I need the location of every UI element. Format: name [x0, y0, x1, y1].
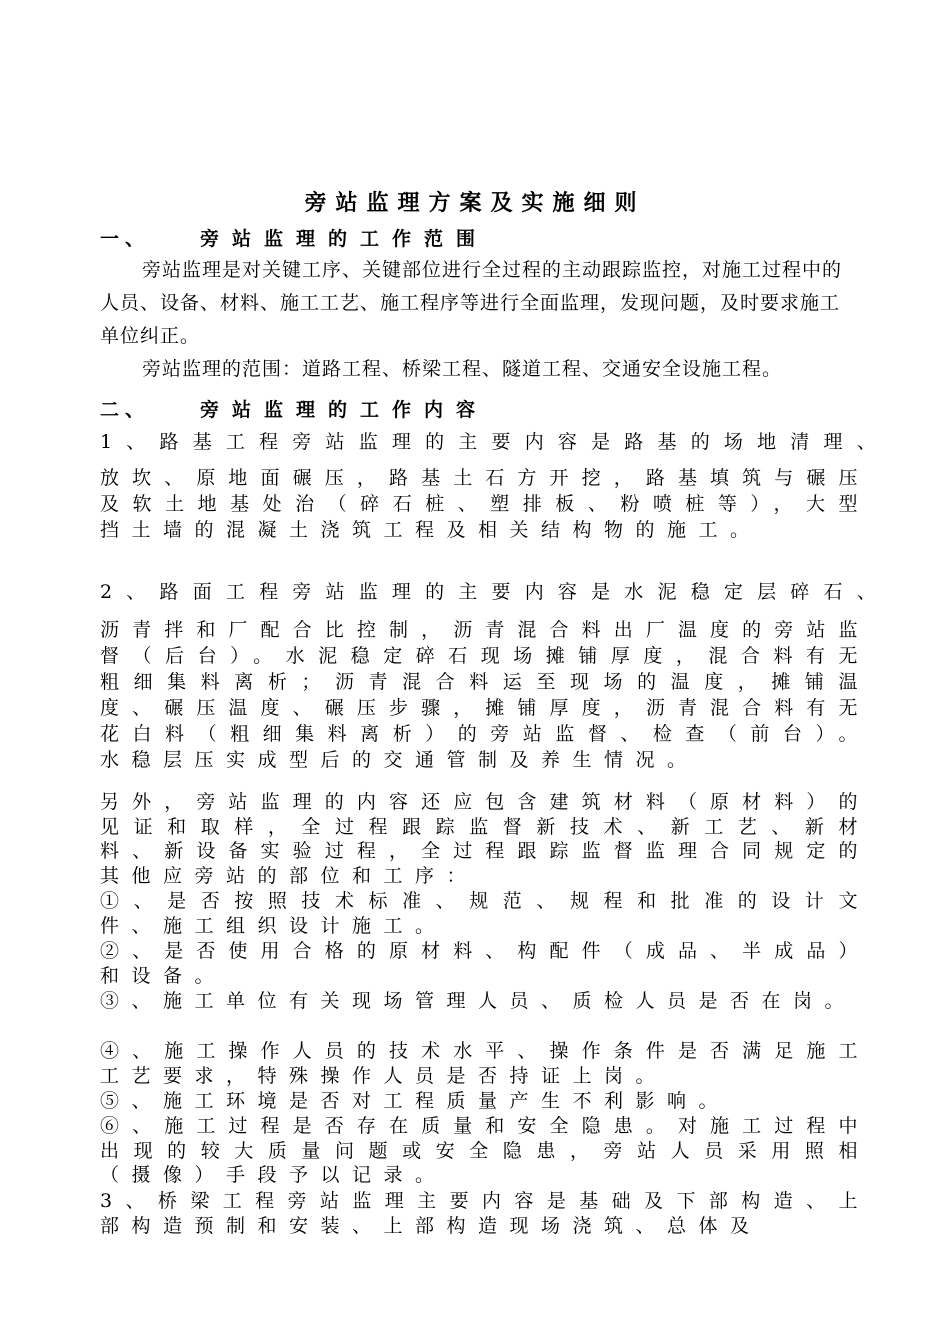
document-title: 旁站监理方案及实施细则 — [304, 191, 646, 216]
section-title: 旁站监理的工作范围 — [200, 228, 489, 250]
paragraph-additional-scope: 另外，旁站监理的内容还应包含建筑材料（原材料）的见证和取样，全过程跟踪监督新技术、新工艺、新材料、新设备实验过程，全过程跟踪监督监理合同规定的其他应旁站的部位和工序： — [100, 791, 870, 887]
check-item-4: ④、施工操作人员的技术水平、操作条件是否满足施工工艺要求，特殊操作人员是否持证上岗。 — [100, 1040, 870, 1087]
item-bridge: 3、桥梁工程旁站监理主要内容是基础及下部构造、上部构造预制和安装、上部构造现场浇筑、总体及 — [100, 1190, 870, 1237]
section-heading-1 — [100, 224, 488, 251]
check-item-3: ③、施工单位有关现场管理人员、质检人员是否在岗。 — [100, 990, 857, 1012]
paragraph-scope-range: 旁站监理的范围：道路工程、桥梁工程、隧道工程、交通安全设施工程。 — [142, 358, 783, 380]
item-subgrade-body: 放坎、原地面碾压，路基土石方开挖，路基填筑与碾压及软土地基处治（碎石桩、塑排板、粉喷桩等），大型挡土墙的混凝土浇筑工程及相关结构物的施工。 — [100, 467, 870, 541]
check-item-6: ⑥、施工过程是否存在质量和安全隐患。对施工过程中出现的较大质量问题或安全隐患，旁站人员采用照相（摄像）手段予以记录。 — [100, 1115, 870, 1187]
section-number: 一、 — [100, 228, 151, 250]
item-subgrade-lead: 1、路基工程旁站监理的主要内容是路基的场地清理、 — [100, 431, 890, 453]
section-title: 旁站监理的工作内容 — [200, 399, 489, 421]
section-number: 二、 — [100, 399, 151, 421]
item-pavement-lead: 2、路面工程旁站监理的主要内容是水泥稳定层碎石、 — [100, 581, 890, 603]
paragraph-scope-definition: 旁站监理是对关键工序、关键部位进行全过程的主动跟踪监控，对施工过程中的人员、设备、材料、施工工艺、施工程序等进行全面监理，发现问题，及时要求施工单位纠正。 — [100, 259, 843, 347]
section-heading-2 — [100, 395, 488, 422]
check-item-5: ⑤、施工环境是否对工程质量产生不利影响。 — [100, 1090, 731, 1112]
check-item-1: ①、是否按照技术标准、规范、规程和批准的设计文件、施工组织设计施工。 — [100, 890, 870, 937]
item-pavement-body: 沥青拌和厂配合比控制，沥青混合料出厂温度的旁站监督（后台）。水泥稳定碎石现场摊铺厚度，混合料有无粗细集料离析；沥青混合料运至现场的温度，摊铺温度、碾压温度、碾压步骤，摊铺厚度，沥青混合料有无花白料（粗细集料离析）的旁站监督、检查（前台）。水稳层压实成型后的交通管制及养生情况。 — [100, 619, 870, 771]
check-item-2: ②、是否使用合格的原材料、构配件（成品、半成品）和设备。 — [100, 940, 870, 987]
